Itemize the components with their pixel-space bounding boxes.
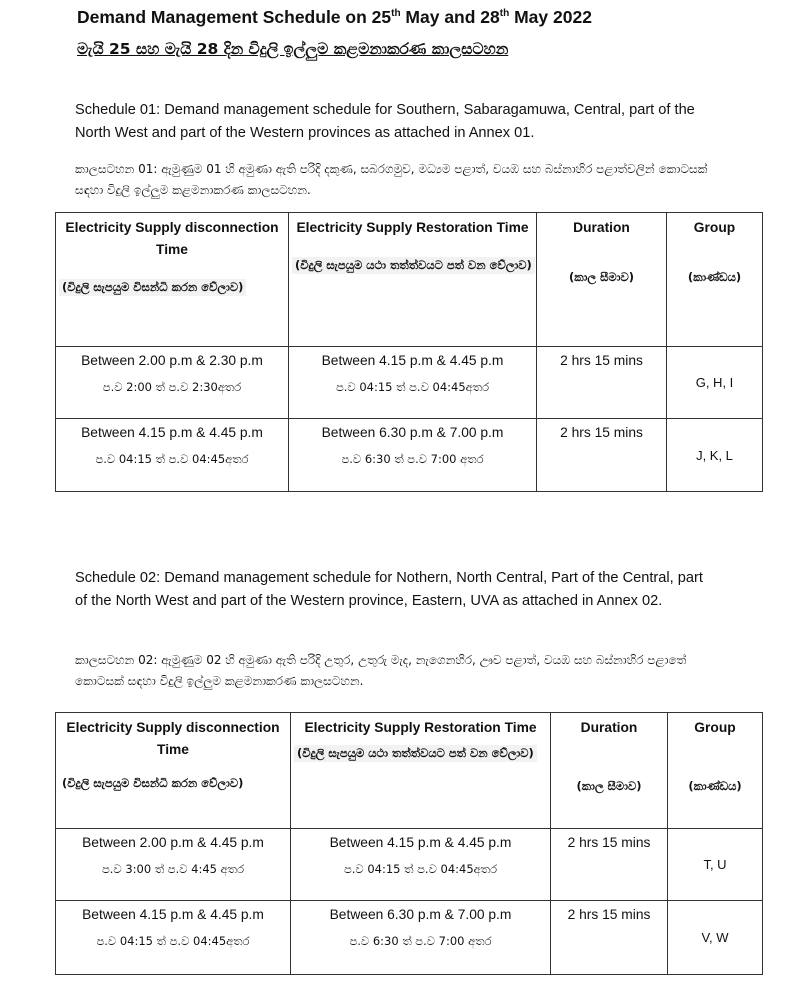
row-duration: 2 hrs 15 mins xyxy=(560,425,643,440)
header-restoration-label: Electricity Supply Restoration Time xyxy=(304,720,537,735)
header-restoration xyxy=(289,213,537,347)
row-duration: 2 hrs 15 mins xyxy=(560,353,643,368)
schedule2-description-si: කාලසටහන 02: ඇමුණුම 02 හි අමුණා ඇති පරිදි උතුර, උතුරු මැද, නැගෙනහිර, ඌව පළාත්, වයඹ සහ බස්නාහිර පළාතේ කොටසක් සඳහා විදුලි ඉල්ලුම කළමනාකරණ කාලසටහන. xyxy=(75,653,687,688)
header-duration-label: Duration xyxy=(580,720,638,735)
header-disconnection-label: Electricity Supply disconnection Time xyxy=(66,720,280,757)
header-disconnection xyxy=(56,713,291,829)
header-group-si: (කාණ්ඩය) xyxy=(688,779,742,793)
title-prefix: Demand Management Schedule on 25 xyxy=(77,7,392,27)
header-restoration-label: Electricity Supply Restoration Time xyxy=(296,220,529,235)
title-mid: May and 28 xyxy=(400,7,500,27)
row-restoration-si: ප.ව 04:15 ත් ප.ව 04:45අතර xyxy=(343,862,498,876)
header-duration xyxy=(537,213,667,347)
row-restoration-si: ප.ව 6:30 ත් ප.ව 7:00 අතර xyxy=(341,452,484,466)
row-disconnection: Between 2.00 p.m & 2.30 p.m xyxy=(81,353,263,368)
document-subtitle-si: මැයි 25 සහ මැයි 28 දින විදුලි ඉල්ලුම කළමනාකරණ කාලසටහන xyxy=(77,40,509,58)
row-disconnection: Between 2.00 p.m & 4.45 p.m xyxy=(82,835,264,850)
row-restoration: Between 4.15 p.m & 4.45 p.m xyxy=(329,835,512,850)
header-restoration-si: (විදුලි සැපයුම යථා තත්ත්වයට පත් වන වේලාව) xyxy=(292,257,535,274)
header-group-label: Group xyxy=(693,220,736,235)
row-disconnection-si: ප.ව 04:15 ත් ප.ව 04:45අතර xyxy=(96,934,250,948)
schedule2-description: Schedule 02: Demand management schedule for Nothern, North Central, Part of the Central, part of the North West and part of the Western province, Eastern, UVA as attached in Annex 02. xyxy=(75,570,703,609)
row-restoration: Between 6.30 p.m & 7.00 p.m xyxy=(329,907,512,922)
row-duration: 2 hrs 15 mins xyxy=(567,835,651,850)
row-group: J, K, L xyxy=(667,419,763,492)
document-title xyxy=(77,7,592,28)
header-disconnection xyxy=(56,213,289,347)
row-duration: 2 hrs 15 mins xyxy=(567,907,651,922)
row-disconnection: Between 4.15 p.m & 4.45 p.m xyxy=(81,425,263,440)
schedule1-description: Schedule 01: Demand management schedule for Southern, Sabaragamuwa, Central, part of the North West and part of the Western provinces as attached in Annex 01. xyxy=(75,102,695,141)
header-group xyxy=(667,213,763,347)
row-restoration-si: ප.ව 6:30 ත් ප.ව 7:00 අතර xyxy=(349,934,492,948)
header-disconnection-si: (විදුලි සැපයුම විසන්ධි කරන වේලාව) xyxy=(59,279,246,296)
row-disconnection-si: ප.ව 3:00 ත් ප.ව 4:45 අතර xyxy=(101,862,245,876)
header-disconnection-si: (විදුලි සැපයුම විසන්ධි කරන වේලාව) xyxy=(62,776,244,790)
schedule2-table xyxy=(55,712,763,975)
row-restoration: Between 6.30 p.m & 7.00 p.m xyxy=(321,425,504,440)
table-row xyxy=(56,901,763,975)
title-sup-2: th xyxy=(499,8,510,20)
table-row xyxy=(56,347,763,419)
row-group: V, W xyxy=(668,901,763,975)
row-disconnection-si: ප.ව 2:00 ත් ප.ව 2:30අතර xyxy=(102,380,242,394)
header-disconnection-label: Electricity Supply disconnection Time xyxy=(65,220,279,257)
header-restoration-si: (විදුලි සැපයුම යථා තත්ත්වයට පත් වන වේලාව) xyxy=(294,745,537,762)
row-disconnection-si: ප.ව 04:15 ත් ප.ව 04:45අතර xyxy=(95,452,249,466)
title-suffix: May 2022 xyxy=(509,7,592,27)
schedule1-table xyxy=(55,212,763,492)
header-group-si: (කාණ්ඩය) xyxy=(687,270,742,284)
header-duration-si: (කාල සීමාව) xyxy=(569,270,634,284)
table-header-row xyxy=(56,213,763,347)
header-group-label: Group xyxy=(694,720,736,735)
table-header-row xyxy=(56,713,763,829)
row-group: G, H, I xyxy=(667,347,763,419)
table-row xyxy=(56,419,763,492)
header-group xyxy=(668,713,763,829)
header-duration-si: (කාල සීමාව) xyxy=(576,779,642,793)
header-duration-label: Duration xyxy=(573,220,630,235)
table-row xyxy=(56,829,763,901)
row-restoration-si: ප.ව 04:15 ත් ප.ව 04:45අතර xyxy=(335,380,490,394)
row-disconnection: Between 4.15 p.m & 4.45 p.m xyxy=(82,907,264,922)
row-group: T, U xyxy=(668,829,763,901)
schedule1-description-si: කාලසටහන 01: ඇමුණුම 01 හි අමුණා ඇති පරිදි දකුණ, සබරගමුව, මධ්‍යම පළාත්, වයඹ සහ බස්නාහිර පළාත්වලින් කොටසක් සඳහා විදුලි ඉල්ලුම කළමනාකරණ කාලසටහන. xyxy=(75,162,708,197)
title-sup-1: th xyxy=(391,8,401,20)
row-restoration: Between 4.15 p.m & 4.45 p.m xyxy=(321,353,504,368)
header-restoration xyxy=(291,713,551,829)
header-duration xyxy=(551,713,668,829)
